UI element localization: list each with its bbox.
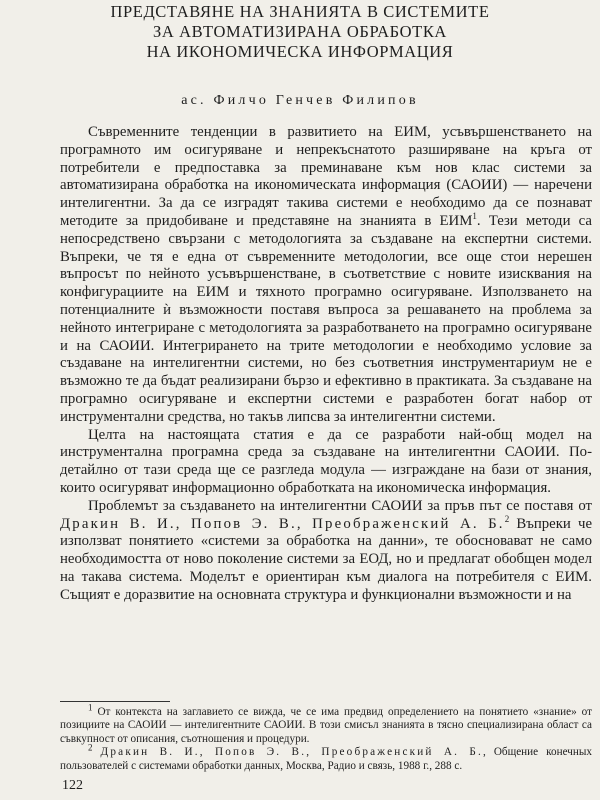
article-body	[60, 124, 592, 605]
paragraph-3-part-1: Проблемът за създаването на интелигентни САОИИ за пръв път се поставя от	[88, 497, 592, 514]
paragraph-1	[60, 124, 592, 427]
footnote-2-text: , Общение конечных пользователей с системами обработки данных, Москва, Радио и связь, 1988 г., 288 с.	[60, 746, 592, 772]
footnote-1-text: От контекста на заглавието се вижда, че се има предвид определението на понятието «знание» от позициите на САОИИ — интелигентните САОИИ. В този смисъл знанията в тясно специализирана област са съвкупност от описания, съотношения и процедури.	[60, 706, 592, 745]
footnote-divider	[60, 701, 170, 702]
paragraph-3-part-2: Въпреки че използват понятието «системи за обработка на данни», те обосновават не само необходимостта от ново поколение системи за ЕОД, но и предлагат обобщен модел на такава система. Моделът е ориентиран към диалога на потребителя с ЕИМ. Същият е доразвитие на основната структура и функционални възможности и на	[60, 515, 593, 603]
footnote-2	[60, 742, 592, 773]
paragraph-1-part-2: . Тези методи са непосредствено свързани с методологията за създаване на експертни системи. Въпреки, че тя е една от съвременните методологии, все още стои нерешен въпросът по нейното усъвършенстване, в съответствие с новите изисквания на конфигурациите на ЕИМ и тяхното програмно осигуряване. Използването на потенциалните ѝ възможности поставя въпроса за решаването на проблема за нейното интегриране с методологията за разработването на програмно осигуряване и на САОИИ. Интегрирането на трите методологии е необходимо условие за създаване на интелигентни системи, но без съответния инструментариум не е възможно те да бъдат реализирани бързо и ефективно в практиката. За създаване на програмно осигуряване и експертни системи е разработен богат набор от инструментални средства, но такъв липсва за интелигентни системи.	[60, 212, 592, 425]
article-title	[40, 2, 560, 62]
cited-authors: Дракин В. И., Попов Э. В., Преображенский А. Б.	[60, 515, 505, 532]
footnotes	[60, 702, 592, 773]
paragraph-2: Целта на настоящата статия е да се разработи най-общ модел на инструментална програмна среда за създаване на интелигентни САОИИ. По-детайлно от тази среда ще се разгледа модула — изграждане на бази от знания, които осигуряват информационно обработката на икономическа информация.	[60, 426, 592, 496]
footnote-ref-1: 1	[472, 211, 477, 222]
paragraph-3	[60, 498, 592, 605]
title-line-3: НА ИКОНОМИЧЕСКА ИНФОРМАЦИЯ	[146, 42, 454, 61]
footnote-1	[60, 702, 592, 746]
title-line-2: ЗА АВТОМАТИЗИРАНА ОБРАБОТКА	[153, 22, 447, 41]
footnote-1-number: 1	[88, 702, 93, 713]
footnote-2-number: 2	[88, 742, 93, 753]
page-number: 122	[62, 778, 83, 793]
title-line-1: ПРЕДСТАВЯНЕ НА ЗНАНИЯТА В СИСТЕМИТЕ	[110, 2, 490, 21]
article-author: ас. Филчо Генчев Филипов	[181, 93, 419, 108]
footnote-2-authors: Дракин В. И., Попов Э. В., Преображенский А. Б.	[100, 746, 483, 759]
footnote-ref-2: 2	[504, 513, 510, 524]
paragraph-1-part-1: Съвременните тенденции в развитието на ЕИМ, усъвършенстването на програмното им осигуряване и непрекъснатото разширяване на кръга от потребители е предпоставка за преминаване към нов клас системи за автоматизирана обработка на икономическата информация (САОИИ) — наречени интелигентни. За да се изградят такива системи е необходимо да се познават методите за придобиване и представяне на знанията в ЕИМ	[60, 124, 592, 229]
